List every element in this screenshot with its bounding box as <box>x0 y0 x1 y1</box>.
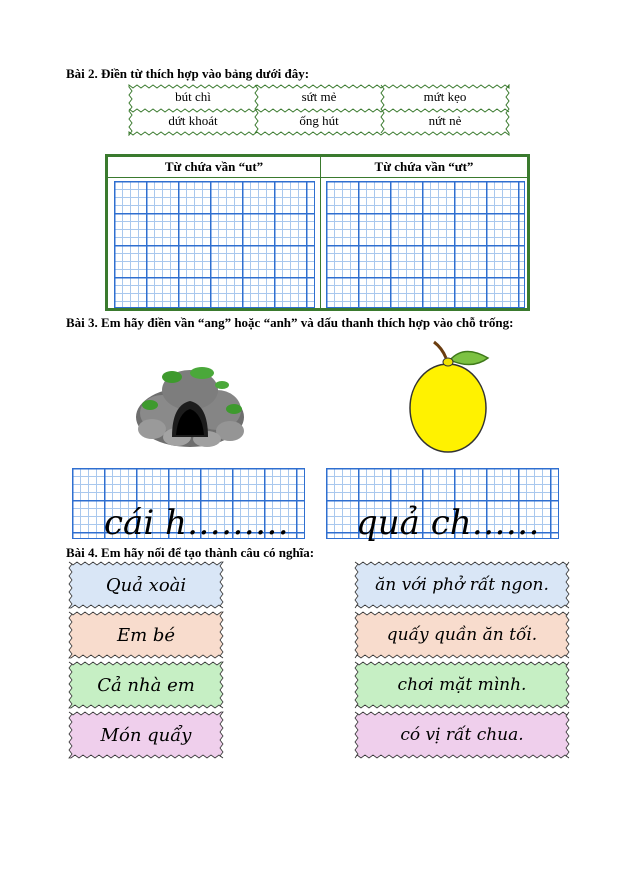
writing-grid-ưt[interactable] <box>326 181 525 308</box>
match-right-label: quấy quần ăn tối. <box>386 625 538 645</box>
fill-item-qua-ch: quả ch…… <box>356 503 540 543</box>
table-header-ưt: Từ chứa vần “ưt” <box>321 157 527 178</box>
match-left-label: Quả xoài <box>105 574 187 596</box>
match-left-label: Món quẩy <box>100 724 192 746</box>
fill-item-cai-h: cái h……… <box>104 503 289 543</box>
match-right-label: có vị rất chua. <box>400 725 524 745</box>
table-header-ut: Từ chứa vần “ut” <box>108 157 320 178</box>
match-left-label: Em bé <box>116 624 176 646</box>
word-but-chi: bút chì <box>175 89 211 104</box>
word-nut-ne: nứt nẻ <box>428 113 462 128</box>
bai4-heading: Bài 4. Em hãy nối để tạo thành câu có nghĩa: <box>66 545 315 560</box>
word-dut-khoat: dứt khoát <box>168 113 218 128</box>
sorting-table <box>105 154 530 311</box>
match-left-em-be[interactable] <box>68 611 224 659</box>
bai3-heading: Bài 3. Em hãy điền vần “ang” hoặc “anh” và dấu thanh thích hợp vào chỗ trống: <box>66 315 514 330</box>
match-left-mon-quay[interactable] <box>68 711 224 759</box>
match-right-vi-chua[interactable] <box>354 711 570 759</box>
match-left-ca-nha-em[interactable] <box>68 661 224 709</box>
cave-image <box>132 355 250 450</box>
lemon-image <box>402 338 494 454</box>
word-mut-keo: mứt kẹo <box>423 89 467 104</box>
match-right-quay-quan[interactable] <box>354 611 570 659</box>
bai2-heading: Bài 2. Điền từ thích hợp vào bảng dưới đây: <box>66 66 310 81</box>
match-right-label: ăn với phở rất ngon. <box>375 575 549 595</box>
match-right-choi-mat[interactable] <box>354 661 570 709</box>
word-sut-me: sứt mẻ <box>301 89 337 104</box>
writing-grid-ut[interactable] <box>114 181 315 308</box>
table-column-divider <box>320 157 321 308</box>
word-bank <box>128 84 510 136</box>
word-ong-hut: ống hút <box>299 113 339 128</box>
match-right-label: chơi mặt mình. <box>397 675 527 695</box>
match-right-an-voi-pho[interactable] <box>354 561 570 609</box>
match-left-label: Cả nhà em <box>97 674 195 696</box>
match-left-qua-xoai[interactable] <box>68 561 224 609</box>
